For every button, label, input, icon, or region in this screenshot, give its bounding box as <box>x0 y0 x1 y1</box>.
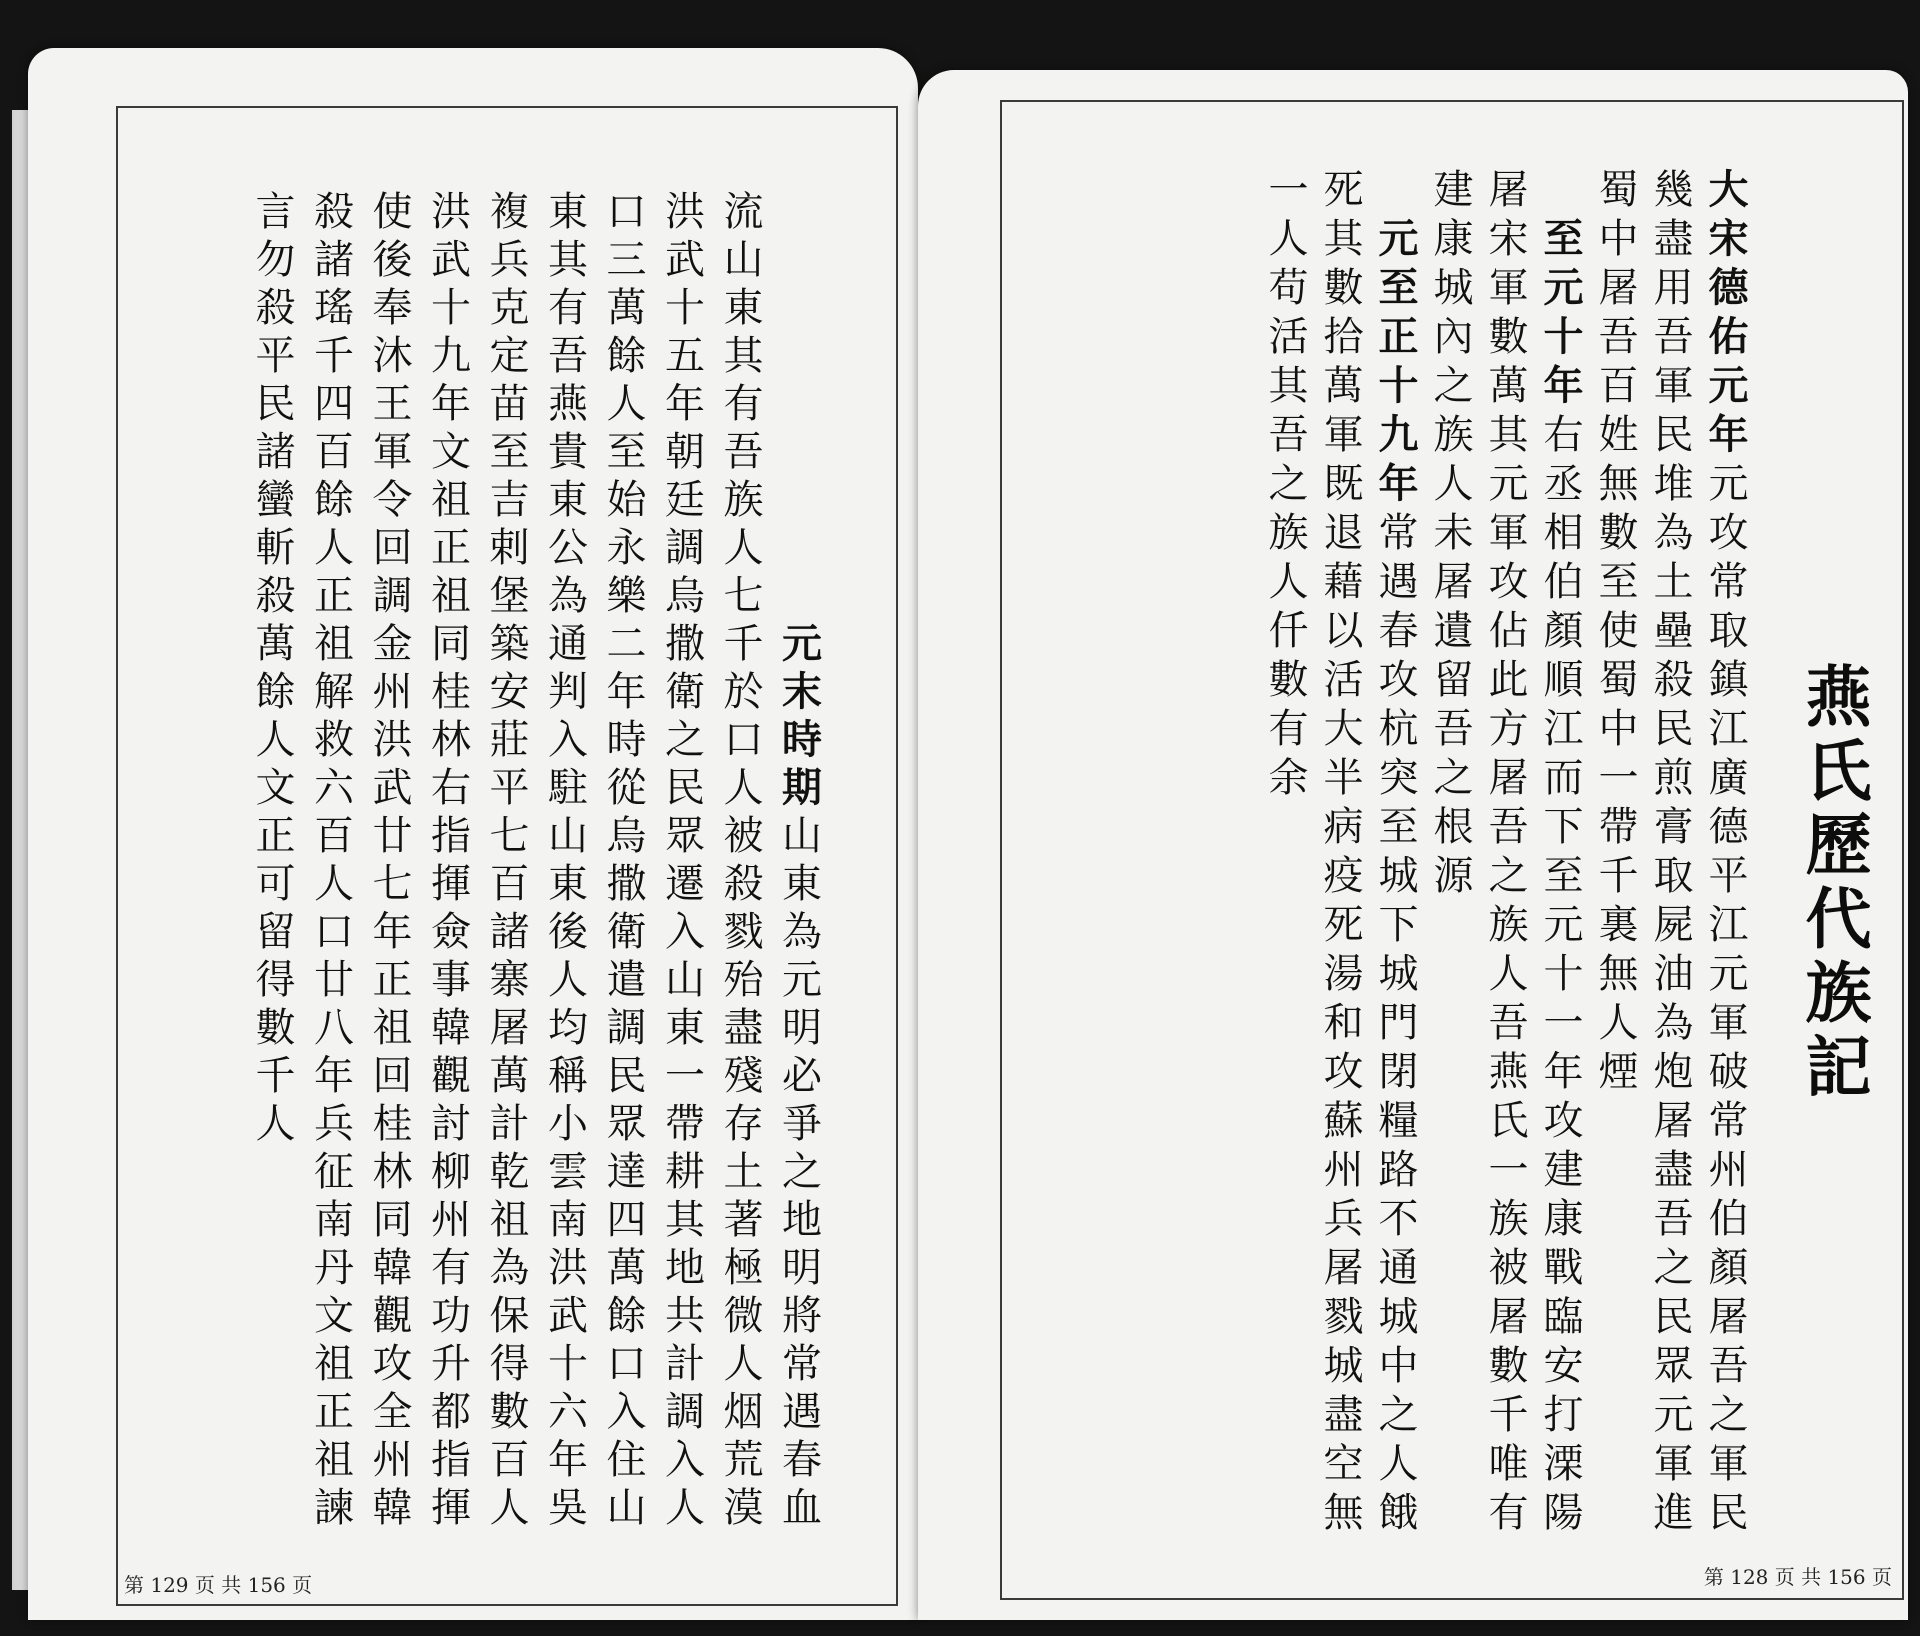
right-page <box>918 70 1908 1620</box>
left-page-frame <box>116 106 898 1606</box>
left-page-body <box>184 190 886 1560</box>
right-paragraph-3-lead: 元至正十九年 <box>1372 217 1418 511</box>
left-page-number: 第 129 页 共 156 页 <box>124 1573 313 1597</box>
left-paragraph-1-text: 山東為元明必爭之地明將常遇春血流山東其有吾族人七千於口人被殺戮殆盡殘存土著極微人烟荒漠洪武十五年朝廷調烏撒衛之民眾遷入山東一帶耕其地共計調入人口三萬餘人至始永樂二年時從烏撒衛遣調民眾達四萬餘口入住山東其有吾燕貴東公為通判入駐山東後人均稱小雲南洪武十六年吳複兵克定苗至吉剌堡築安莊平七百諸寨屠萬計乾祖為保得數百人洪武十九年文祖正祖同桂林右指揮僉事韓觀討柳州有功升都指揮使後奉沐王軍令回調金州洪武廿七年正祖回桂林同韓觀攻全州韓殺諸瑤千四百餘人正祖解救六百人口廿八年兵征南丹文祖正祖諫言勿殺平民諸蠻斬殺萬餘人文正可留得數千人 <box>249 190 822 1534</box>
right-paragraph-1-text: 元攻常取鎮江廣德平江元軍破常州伯顏屠吾之軍民幾盡用吾軍民堆為土壘殺民煎膏取屍油為炮屠盡吾之民眾元軍進蜀中屠吾百姓無數至使蜀中一帶千裏無人煙 <box>1592 168 1748 1540</box>
right-page-body <box>1257 168 1752 1568</box>
right-paragraph-2-text: 右丞相伯顏順江而下至元十一年攻建康戰臨安打溧陽屠宋軍數萬其元軍攻佔此方屠吾之族人吾燕氏一族被屠數千唯有建康城內之族人未屠遺留吾之根源 <box>1427 168 1583 1540</box>
right-paragraph-2 <box>1427 168 1583 1540</box>
right-paragraph-3 <box>1262 168 1418 1540</box>
right-page-number: 第 128 页 共 156 页 <box>1703 1565 1892 1589</box>
left-page <box>28 48 918 1620</box>
right-paragraph-1-lead: 大宋德佑元年 <box>1702 168 1748 462</box>
page-title: 燕氏歷代族記 <box>1794 662 1871 1106</box>
right-paragraph-3-text: 常遇春攻杭突至城下城門閉糧路不通城中之人餓死其數拾萬軍既退藉以活大半病疫死湯和攻蘇州兵屠戮城盡空無一人苟活其吾之族人仟數有余 <box>1262 168 1418 1540</box>
right-paragraph-1 <box>1592 168 1748 1540</box>
left-paragraph-1 <box>249 190 822 1534</box>
right-paragraph-2-lead: 至元十年 <box>1537 217 1583 413</box>
right-page-frame <box>1000 100 1904 1600</box>
left-paragraph-1-lead: 元末時期 <box>775 622 822 814</box>
